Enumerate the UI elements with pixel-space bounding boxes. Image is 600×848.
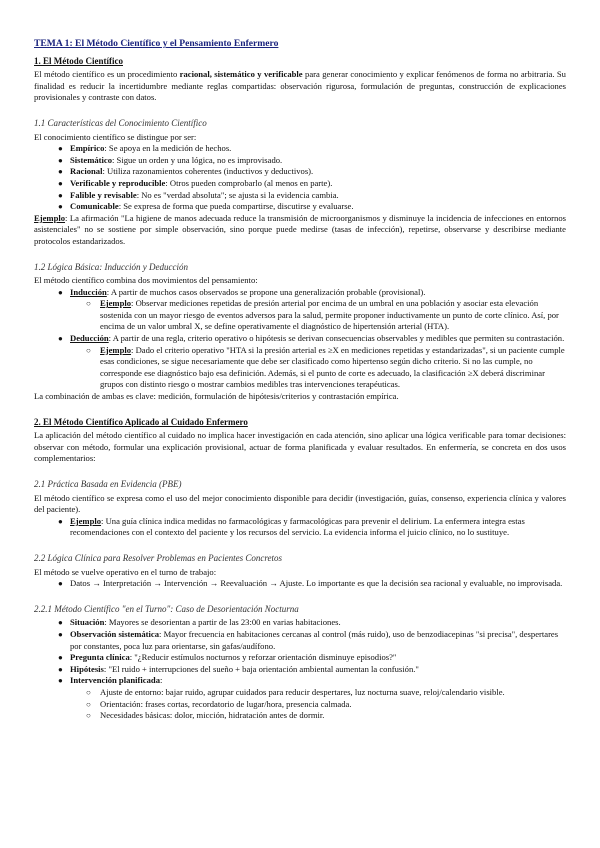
list-item: ● Pregunta clínica: "¿Reducir estímulos nocturnos y reforzar orientación disminuye episodios?" <box>58 652 397 663</box>
section-1-heading: 1. El Método Científico <box>34 55 123 66</box>
list-item: ● Intervención planificada: ○ Ajuste de entorno: bajar ruido, agrupar cuidados para reducir despertares, luz nocturna suave, reloj/calendario visible. ○ Orientación: frases cortas, recordatorio de lugar/hora, presencia calmada. ○ Necesidades básicas: dolor, micción, hidratación antes de dormir. <box>58 675 566 721</box>
sub-list-item: ○ Necesidades básicas: dolor, micción, hidratación antes de dormir. <box>86 710 325 721</box>
section-2-2-heading: 2.2 Lógica Clínica para Resolver Problemas en Pacientes Concretos <box>34 552 283 563</box>
list-item: ● Empírico: Se apoya en la medición de hechos. <box>58 143 232 154</box>
section-2-1-heading: 2.1 Práctica Basada en Evidencia (PBE) <box>34 479 182 489</box>
list-item: ● Situación: Mayores se desorientan a partir de las 23:00 en varias habitaciones. <box>58 617 341 628</box>
pbe-list <box>34 516 566 539</box>
document-title: TEMA 1: El Método Científico y el Pensamiento Enfermero <box>34 38 279 49</box>
section-1-2-lead: El método científico combina dos movimientos del pensamiento: <box>34 275 258 286</box>
section-2-2-1-heading: 2.2.1 Método Científico "en el Turno": Caso de Desorientación Nocturna <box>34 603 299 614</box>
sub-list-item: ○ Ejemplo: Observar mediciones repetidas de presión arterial por encima de un umbral en una población y asociar esta elevación sostenida con un mayor riesgo de eventos adversos para la salud, permite proponer inductivamente un punto de corte clínico. Así, por encima de un valor umbral X, se define operativamente el diagnóstico de hipertensión arterial (HTA). <box>86 298 559 332</box>
sub-list-item: ○ Ajuste de entorno: bajar ruido, agrupar cuidados para reducir despertares, luz nocturna suave, reloj/calendario visible. <box>86 686 505 697</box>
list-item: ● Hipótesis: "El ruido + interrupciones del sueño + baja orientación ambiental aumentan la confusión." <box>58 663 419 674</box>
list-item: ● Ejemplo: Una guía clínica indica medidas no farmacológicas y farmacológicas para prevenir el delirium. La enfermera integra estas recomendaciones con el contexto del paciente y los recursos del servicio. La evidencia informa el juicio clínico, no lo sustituye. <box>58 515 525 538</box>
section-1-intro: El método científico es un procedimiento racional, sistemático y verificable para generar conocimiento y explicar fenómenos de forma no arbitraria. Su finalidad es reducir la incertidumbre mediante reglas compartidas: observación rigurosa, formulación de preguntas, construcción de explicaciones provisionales y contraste con datos. <box>34 69 566 103</box>
list-item: ● Datos → Interpretación → Intervención → Reevaluación → Ajuste. Lo importante es que la decisión sea racional y evaluable, no improvisada. <box>58 578 563 589</box>
logic-list <box>34 287 566 391</box>
section-2-body: La aplicación del método científico al cuidado no implica hacer investigación en cada atención, sino aplicar una lógica verificable para tomar decisiones: observar con método, formular una explicación provisional, actuar de forma planificada y evaluar resultados. En enfermería, se concreta en dos usos complementarios: <box>34 430 566 464</box>
section-2-2-lead: El método se vuelve operativo en el turno de trabajo: <box>34 566 217 577</box>
section-2-heading: 2. El Método Científico Aplicado al Cuidado Enfermero <box>34 416 248 427</box>
list-item: ● Verificable y reproducible: Otros pueden comprobarlo (al menos en parte). <box>58 177 333 188</box>
section-2-1-body: El método científico se expresa como el uso del mejor conocimiento disponible para decidir (investigación, guías, consenso, experiencia clínica y valores del paciente). <box>34 492 566 515</box>
characteristics-list <box>34 143 566 213</box>
section-1-1-lead: El conocimiento científico se distingue por ser: <box>34 131 197 142</box>
list-item: ● Comunicable: Se expresa de forma que pueda compartirse, discutirse y evaluarse. <box>58 201 354 212</box>
sub-list-item: ○ Ejemplo: Dado el criterio operativo "HTA si la presión arterial es ≥X en mediciones repetidas y estandarizadas", si un paciente cumple esas condiciones, se sigue necesariamente que debe ser clasificado como hipertenso según dicho criterio. Si no las cumple, no corresponde ese diagnóstico bajo esa definición. Además, si el punto de corte es adecuado, la clasificación ≥X deberá discriminar grupos con distinto riesgo o mostrar cambios medibles tras intervenciones terapéuticas. <box>86 344 565 390</box>
list-item-deduction: ● Deducción: A partir de una regla, criterio operativo o hipótesis se derivan consecuencias observables y medibles que permiten su contrastación. ○ Ejemplo: Dado el criterio operativo "HTA si la presión arterial es ≥X en mediciones repetidas y estandarizadas", si un paciente cumple esas condiciones, se sigue necesariamente que debe ser clasificado como hipertenso según dicho criterio. Si no las cumple, no corresponde ese diagnóstico bajo esa definición. Además, si el punto de corte es adecuado, la clasificación ≥X deberá discriminar grupos con distinto riesgo o mostrar cambios medibles tras intervenciones terapéuticas. <box>58 333 565 390</box>
list-item: ● Observación sistemática: Mayor frecuencia en habitaciones cercanas al control (más ruido), uso de benzodiacepinas "si precisa", despertares por constantes, poca luz para orientarse, sin gafas/audífono. <box>58 628 559 651</box>
list-item: ● Falible y revisable: No es "verdad absoluta"; se ajusta si la evidencia cambia. <box>58 189 339 200</box>
section-1-1-heading: 1.1 Características del Conocimiento Científico <box>34 117 207 128</box>
section-1-1-example: Ejemplo: La afirmación "La higiene de manos adecuada reduce la transmisión de microorganismos y disminuye la incidencia de infecciones en entornos asistenciales" no se sostiene por simple observación, sino porque puede medirse (tasas de infección), repetirse, observarse y describirse mediante protocolos estandarizados. <box>34 212 566 246</box>
section-1-2-heading: 1.2 Lógica Básica: Inducción y Deducción <box>34 261 188 272</box>
list-item: ● Racional: Utiliza razonamientos coherentes (inductivos y deductivos). <box>58 166 314 177</box>
section-1-2-closing: La combinación de ambas es clave: medición, formulación de hipótesis/criterios y contrastación empírica. <box>34 391 399 402</box>
list-item: ● Sistemático: Sigue un orden y una lógica, no es improvisado. <box>58 154 283 165</box>
sub-list-item: ○ Orientación: frases cortas, recordatorio de lugar/hora, presencia calmada. <box>86 698 352 709</box>
list-item-induction: ● Inducción: A partir de muchos casos observados se propone una generalización probable (provisional). ○ Ejemplo: Observar mediciones repetidas de presión arterial por encima de un umbral en una población y asociar esta elevación sostenida con un mayor riesgo de eventos adversos para la salud, permite proponer inductivamente un punto de corte clínico. Así, por encima de un valor umbral X, se define operativamente el diagnóstico de hipertensión arterial (HTA). <box>58 287 566 333</box>
clinical-logic-list <box>34 578 566 590</box>
case-list <box>34 617 566 721</box>
